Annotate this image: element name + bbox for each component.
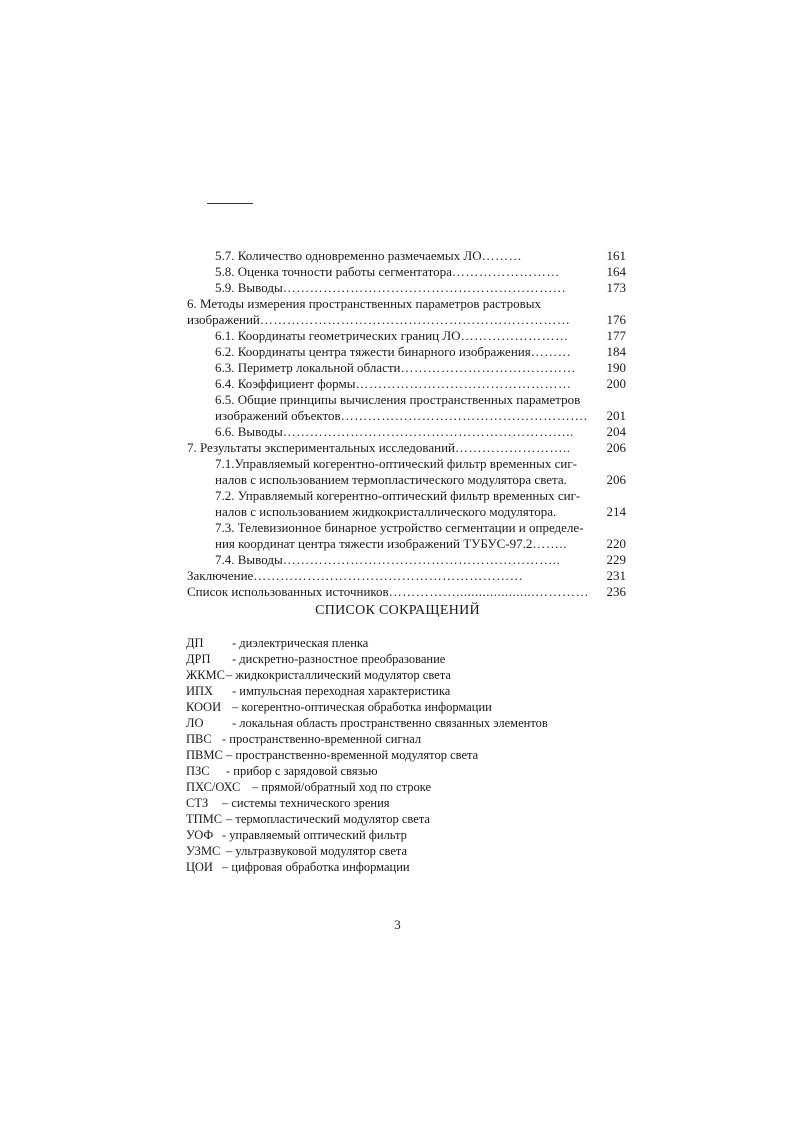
toc-entry bbox=[215, 328, 569, 343]
toc-entry bbox=[215, 360, 576, 375]
toc-entry-title: 7. Результаты экспериментальных исследований bbox=[187, 440, 456, 455]
toc-entry-title: 7.2. Управляемый когерентно-оптический фильтр временных сиг- bbox=[215, 488, 581, 503]
toc-entry-title: Заключение bbox=[187, 568, 254, 583]
abbreviation-row bbox=[186, 796, 390, 811]
toc-entry-leader: …………………… bbox=[460, 328, 569, 343]
abbreviation-row bbox=[186, 828, 407, 843]
toc-page-number: 214 bbox=[606, 504, 626, 519]
abbreviation-row bbox=[186, 764, 378, 779]
toc-entry-title: 5.8. Оценка точности работы сегментатора bbox=[215, 264, 452, 279]
toc-entry bbox=[215, 472, 567, 487]
toc-entry-leader: …………………….. bbox=[455, 440, 571, 455]
toc-entry bbox=[215, 248, 522, 263]
abbreviation-code: ПВМС bbox=[186, 748, 223, 762]
toc-entry-leader: …………….....................………… bbox=[388, 584, 589, 599]
toc-entry-leader: ……………………………………………………….. bbox=[282, 424, 574, 439]
abbreviation-row bbox=[186, 844, 407, 859]
abbreviation-desc: – пространственно-временной модулятор света bbox=[226, 748, 479, 762]
abbreviations-heading: СПИСОК СОКРАЩЕНИЙ bbox=[315, 603, 480, 618]
abbreviation-desc: – прямой/обратный ход по строке bbox=[252, 780, 432, 794]
abbreviation-desc: - диэлектрическая пленка bbox=[232, 636, 369, 650]
abbreviation-desc: – термопластический модулятор света bbox=[226, 812, 430, 826]
toc-entry-title: 6. Методы измерения пространственных параметров растровых bbox=[187, 296, 541, 311]
toc-entry bbox=[187, 296, 541, 311]
abbreviation-desc: – системы технического зрения bbox=[222, 796, 390, 810]
abbreviation-row bbox=[186, 668, 451, 683]
toc-entry-title: налов с использованием термопластического модулятора света. bbox=[215, 472, 567, 487]
abbreviation-desc: - дискретно-разностное преобразование bbox=[232, 652, 446, 666]
toc-page-number: 206 bbox=[606, 472, 626, 487]
abbreviation-code: ЛО bbox=[186, 716, 204, 730]
abbreviation-code: ЖКМС bbox=[186, 668, 225, 682]
abbreviation-desc: – когерентно-оптическая обработка информации bbox=[232, 700, 492, 714]
toc-entry bbox=[215, 536, 567, 551]
toc-page-number: 177 bbox=[606, 328, 626, 343]
abbreviation-code: ИПХ bbox=[186, 684, 214, 698]
toc-page-number: 176 bbox=[606, 312, 626, 327]
toc-entry-title: налов с использованием жидкокристаллического модулятора. bbox=[215, 504, 557, 519]
abbreviation-row bbox=[186, 700, 492, 715]
abbreviation-desc: - управляемый оптический фильтр bbox=[222, 828, 407, 842]
toc-entry bbox=[215, 504, 556, 519]
toc-entry-title: 7.3. Телевизионное бинарное устройство сегментации и определе- bbox=[215, 520, 584, 535]
toc-entry-leader: …….. bbox=[532, 536, 567, 551]
toc-entry-title: 6.1. Координаты геометрических границ ЛО bbox=[215, 328, 461, 343]
toc-entry bbox=[187, 568, 523, 583]
abbreviation-row bbox=[186, 716, 548, 731]
page-number: 3 bbox=[394, 917, 401, 932]
toc-entry bbox=[187, 584, 589, 599]
toc-entry-title: 6.5. Общие принципы вычисления пространственных параметров bbox=[215, 392, 581, 407]
abbreviation-desc: – жидкокристаллический модулятор света bbox=[226, 668, 451, 682]
toc-entry bbox=[215, 424, 574, 439]
abbreviation-row bbox=[186, 732, 421, 747]
toc-page-number: 236 bbox=[606, 584, 626, 599]
toc-entry-title: 6.4. Коэффициент формы bbox=[215, 376, 356, 391]
toc-page-number: 161 bbox=[606, 248, 626, 263]
toc-entry-title: 6.3. Периметр локальной области bbox=[215, 360, 401, 375]
toc-entry bbox=[187, 440, 571, 455]
abbreviation-desc: - локальная область пространственно связанных элементов bbox=[232, 716, 548, 730]
toc-entry-title: 7.4. Выводы bbox=[215, 552, 283, 567]
toc-entry-title: изображений bbox=[187, 312, 260, 327]
toc-entry-title: 6.6. Выводы bbox=[215, 424, 283, 439]
abbreviation-code: УОФ bbox=[186, 828, 214, 842]
toc-entry-title: 7.1.Управляемый когерентно-оптический фильтр временных сиг- bbox=[215, 456, 578, 471]
toc-entry bbox=[187, 312, 570, 327]
toc-entry bbox=[215, 376, 571, 391]
abbreviation-code: ДРП bbox=[186, 652, 211, 666]
toc-entry bbox=[215, 456, 577, 471]
abbreviation-code: ПВС bbox=[186, 732, 212, 746]
abbreviation-desc: - импульсная переходная характеристика bbox=[232, 684, 451, 698]
toc-entry-leader: ………………………………………… bbox=[355, 376, 572, 391]
toc-page-number: 220 bbox=[606, 536, 626, 551]
abbreviation-code: КООИ bbox=[186, 700, 222, 714]
toc-entry bbox=[215, 520, 584, 535]
toc-page-number: 204 bbox=[606, 424, 626, 439]
abbreviation-code: УЗМС bbox=[186, 844, 221, 858]
abbreviation-code: ТПМС bbox=[186, 812, 223, 826]
abbreviation-code: ПЗС bbox=[186, 764, 210, 778]
abbreviation-row bbox=[186, 636, 368, 651]
toc-page-number: 164 bbox=[606, 264, 626, 279]
abbreviation-row bbox=[186, 812, 430, 827]
toc-entry bbox=[215, 392, 580, 407]
abbreviation-code: ПХС/ОХС bbox=[186, 780, 241, 794]
toc-entry bbox=[215, 408, 587, 423]
toc-page-number: 200 bbox=[606, 376, 626, 391]
abbreviation-row bbox=[186, 780, 431, 795]
toc-entry-leader: …………………… bbox=[451, 264, 560, 279]
abbreviation-desc: – цифровая обработка информации bbox=[222, 860, 410, 874]
abbreviation-desc: – ультразвуковой модулятор света bbox=[226, 844, 408, 858]
toc-entry-leader: ……… bbox=[481, 248, 523, 263]
toc-entry-leader: ……… bbox=[530, 344, 572, 359]
toc-page-number: 173 bbox=[606, 280, 626, 295]
toc-entry-leader: …………………………………………………………… bbox=[259, 312, 571, 327]
toc-entry-title: 5.9. Выводы bbox=[215, 280, 283, 295]
toc-entry-leader: …………………………………………………… bbox=[253, 568, 524, 583]
abbreviation-row bbox=[186, 684, 450, 699]
abbreviation-code: СТЗ bbox=[186, 796, 209, 810]
toc-page-number: 190 bbox=[606, 360, 626, 375]
toc-entry bbox=[215, 488, 580, 503]
toc-entry-title: изображений объектов bbox=[215, 408, 341, 423]
toc-entry-title: ния координат центра тяжести изображений ТУБУС-97.2 bbox=[215, 536, 533, 551]
toc-entry-leader: ……………………………………………………… bbox=[282, 280, 567, 295]
toc-entry-leader: ………………………………… bbox=[400, 360, 576, 375]
abbreviation-code: ДП bbox=[186, 636, 204, 650]
toc-page-number: 231 bbox=[606, 568, 626, 583]
toc-entry-title: 5.7. Количество одновременно размечаемых ЛО bbox=[215, 248, 482, 263]
toc-page-number: 229 bbox=[606, 552, 626, 567]
abbreviation-row bbox=[186, 652, 445, 667]
toc-page-number: 184 bbox=[606, 344, 626, 359]
abbreviation-desc: - пространственно-временной сигнал bbox=[222, 732, 422, 746]
toc-entry bbox=[215, 280, 566, 295]
toc-entry bbox=[215, 264, 560, 279]
toc-page-number: 206 bbox=[606, 440, 626, 455]
toc-page-number: 201 bbox=[606, 408, 626, 423]
toc-entry-title: Список использованных источников bbox=[187, 584, 389, 599]
abbreviation-row bbox=[186, 748, 478, 763]
toc-entry-leader: …………………………………………………….. bbox=[282, 552, 561, 567]
abbreviation-code: ЦОИ bbox=[186, 860, 213, 874]
toc-entry-leader: ………………………………………………. bbox=[340, 408, 588, 423]
toc-entry bbox=[215, 344, 571, 359]
abbreviation-row bbox=[186, 860, 410, 875]
abbreviation-desc: - прибор с зарядовой связью bbox=[226, 764, 378, 778]
top-rule bbox=[207, 203, 253, 204]
toc-entry-title: 6.2. Координаты центра тяжести бинарного изображения bbox=[215, 344, 531, 359]
toc-entry bbox=[215, 552, 560, 567]
